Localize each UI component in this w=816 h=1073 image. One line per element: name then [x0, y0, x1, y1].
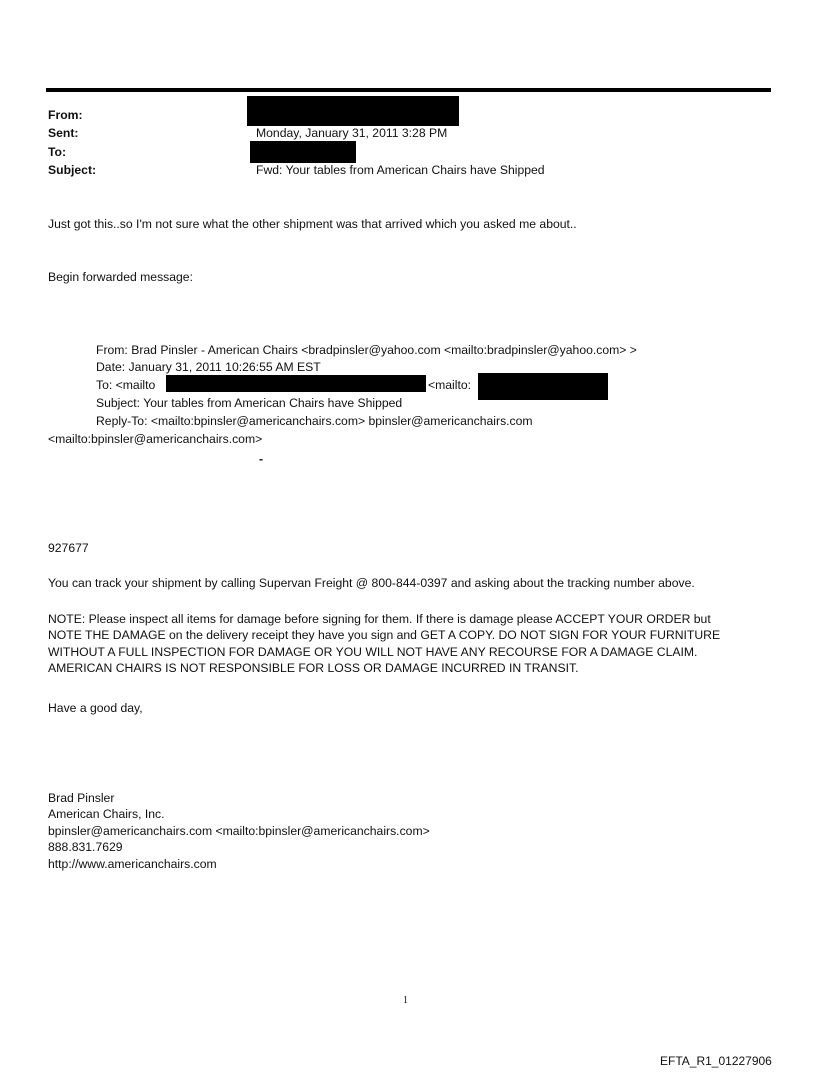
header-rule — [46, 88, 771, 92]
forwarded-to-mailto: <mailto: — [428, 378, 472, 392]
closing-text: Have a good day, — [48, 701, 143, 715]
sent-label: Sent: — [48, 126, 79, 140]
begin-forwarded-text: Begin forwarded message: — [48, 270, 193, 284]
note-line: NOTE THE DAMAGE on the delivery receipt they have you sign and GET A COPY. DO NOT SIGN FOR YOUR FURNITURE — [48, 628, 721, 643]
from-label: From: — [48, 108, 83, 122]
redacted-from — [247, 96, 459, 126]
signature-block — [48, 790, 430, 872]
note-line: NOTE: Please inspect all items for damage before signing for them. If there is damage please ACCEPT YOUR ORDER but — [48, 612, 711, 626]
redacted-to — [250, 141, 356, 163]
forwarded-from: From: Brad Pinsler - American Chairs <bradpinsler@yahoo.com <mailto:bradpinsler@yahoo.com> > — [96, 343, 637, 357]
subject-label: Subject: — [48, 163, 97, 177]
forwarded-to-prefix: To: <mailto — [96, 378, 156, 392]
signature-website: http://www.americanchairs.com — [48, 856, 217, 871]
to-label: To: — [48, 145, 67, 159]
sent-value: Monday, January 31, 2011 3:28 PM — [256, 126, 448, 140]
page-number: 1 — [403, 995, 408, 1006]
subject-value: Fwd: Your tables from American Chairs have Shipped — [256, 163, 545, 177]
track-instructions: You can track your shipment by calling Supervan Freight @ 800-844-0397 and asking about the tracking number above. — [48, 576, 695, 590]
damage-note — [48, 611, 720, 677]
signature-name: Brad Pinsler — [48, 791, 115, 805]
dash-mark: - — [259, 452, 264, 466]
redacted-forwarded-mailto — [478, 373, 608, 400]
note-line: WITHOUT A FULL INSPECTION FOR DAMAGE OR YOU WILL NOT HAVE ANY RECOURSE FOR A DAMAGE CLAIM. — [48, 644, 698, 659]
bates-number: EFTA_R1_01227906 — [660, 1054, 772, 1068]
forwarded-reply-to-cont: <mailto:bpinsler@americanchairs.com> — [48, 432, 263, 446]
intro-text: Just got this..so I'm not sure what the other shipment was that arrived which you asked me about.. — [48, 217, 577, 231]
signature-phone: 888.831.7629 — [48, 840, 123, 855]
forwarded-subject: Subject: Your tables from American Chairs have Shipped — [96, 396, 403, 410]
signature-email: bpinsler@americanchairs.com <mailto:bpinsler@americanchairs.com> — [48, 823, 430, 838]
tracking-number: 927677 — [48, 541, 89, 555]
redacted-forwarded-to — [166, 375, 426, 392]
note-line: AMERICAN CHAIRS IS NOT RESPONSIBLE FOR LOSS OR DAMAGE INCURRED IN TRANSIT. — [48, 661, 579, 676]
forwarded-reply-to: Reply-To: <mailto:bpinsler@americanchairs.com> bpinsler@americanchairs.com — [96, 414, 533, 428]
signature-company: American Chairs, Inc. — [48, 807, 165, 822]
forwarded-date: Date: January 31, 2011 10:26:55 AM EST — [96, 360, 321, 374]
